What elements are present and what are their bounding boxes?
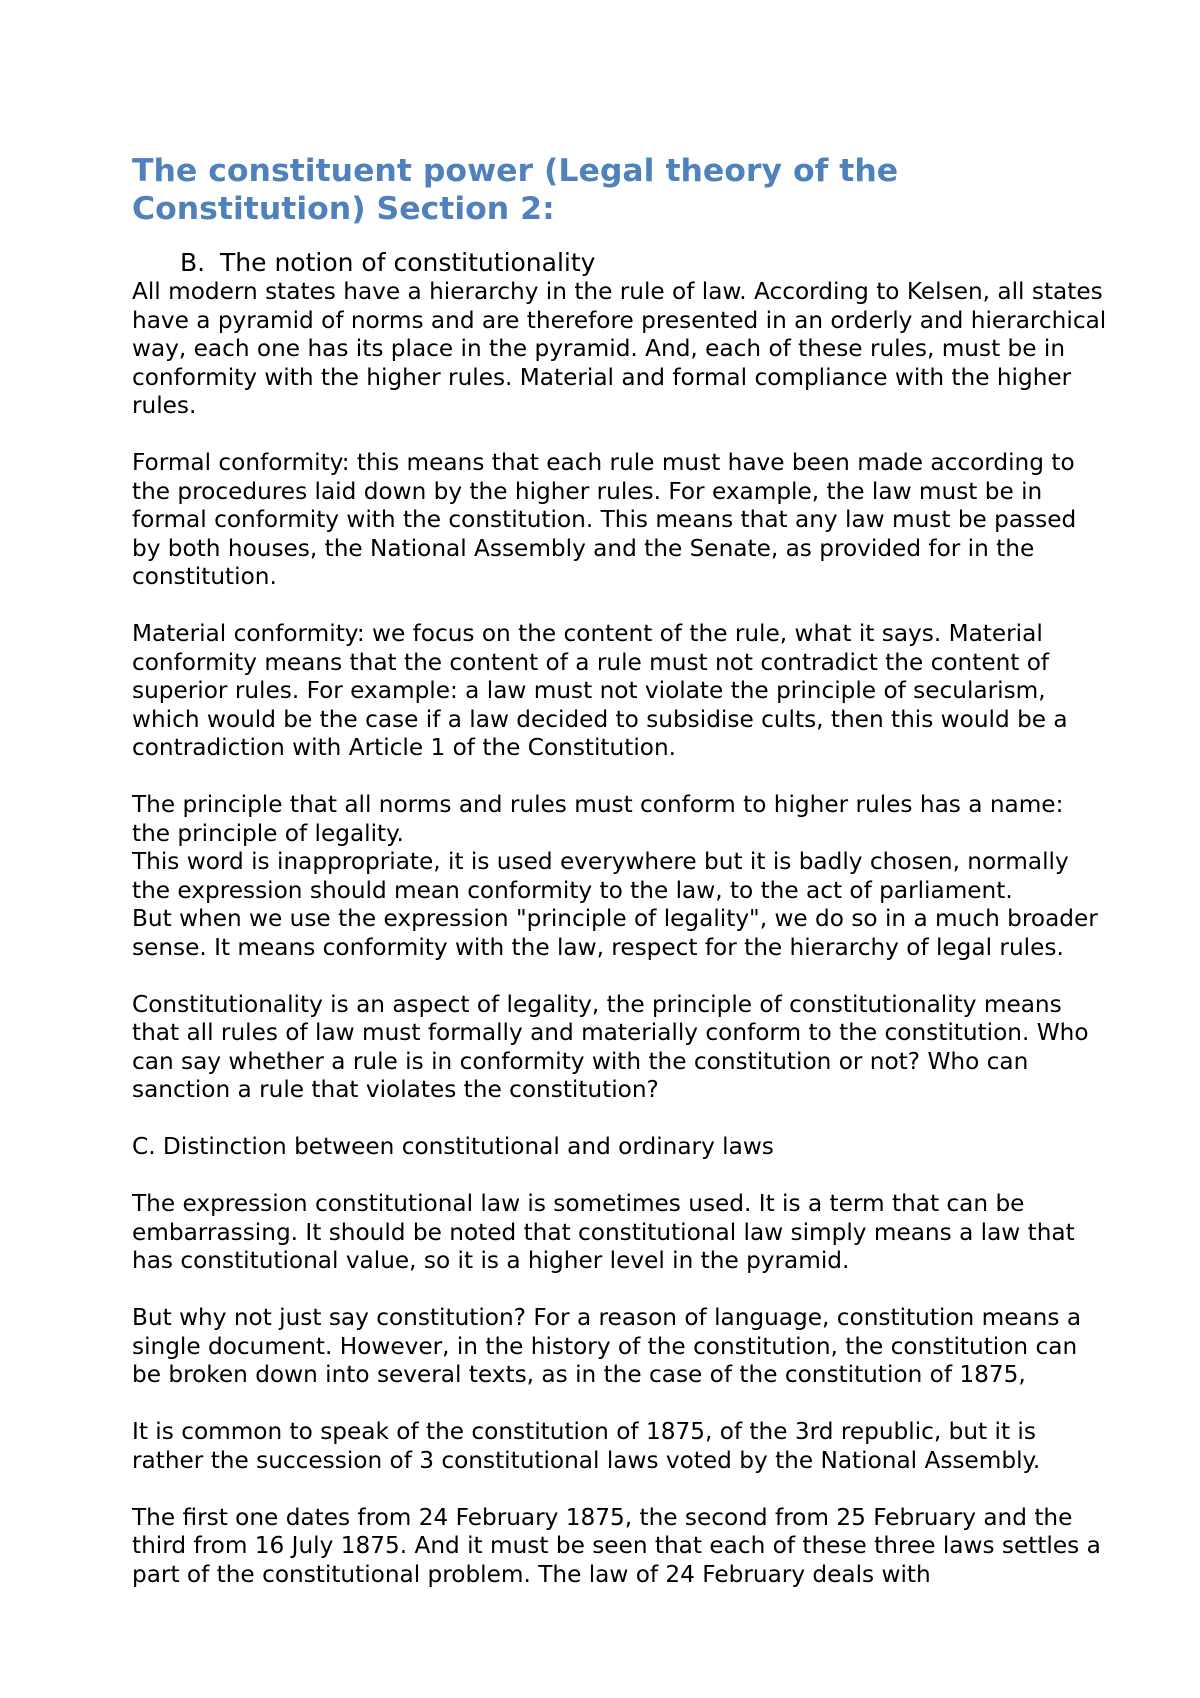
section-c-heading: C. Distinction between constitutional and ordinary laws — [132, 1133, 774, 1160]
document-content — [132, 152, 1107, 1589]
paragraph-three-laws: The first one dates from 24 February 1875, the second from 25 February and the third from 16 July 1875. And it must be seen that each of these three laws settles a part of the constitutional problem. The law of 24 February deals with — [132, 1503, 1101, 1588]
paragraph-constitutional-law-expression: The expression constitutional law is sometimes used. It is a term that can be embarrassing. It should be noted that constitutional law simply means a law that has constitutional value, so it is a higher level in the pyramid. — [132, 1190, 1075, 1274]
section-b-heading — [132, 248, 1107, 278]
paragraph-formal-conformity: Formal conformity: this means that each rule must have been made according to the procedures laid down by the higher rules. For example, the law must be in formal conformity with the constitution. This means that any law must be passed by both houses, the National Assembly and the Senate, as provided for in the constitution. — [132, 449, 1077, 590]
section-b-heading-text: The notion of constitutionality — [220, 248, 596, 277]
paragraph-constitution-of-1875: It is common to speak of the constitution of 1875, of the 3rd republic, but it is rather the succession of 3 constitutional laws voted by the National Assembly. — [132, 1418, 1041, 1474]
paragraph-principle-of-legality: The principle that all norms and rules must conform to higher rules has a name: the principle of legality. This word is inappropriate, it is used everywhere but it is badly chosen, normally the expression should mean conformity to the law, to the act of parliament. But when we use the expression "principle of legality", we do so in a much broader sense. It means conformity with the law, respect for the hierarchy of legal rules. — [132, 791, 1098, 961]
paragraph-hierarchy: All modern states have a hierarchy in the rule of law. According to Kelsen, all states have a pyramid of norms and are therefore presented in an orderly and hierarchical way, each one has its place in the pyramid. And, each of these rules, must be in conformity with the higher rules. Material and formal compliance with the higher rules. — [132, 278, 1107, 419]
paragraph-why-not-constitution: But why not just say constitution? For a reason of language, constitution means a single document. However, in the history of the constitution, the constitution can be broken down into several texts, as in the case of the constitution of 1875, — [132, 1304, 1082, 1388]
paragraph-material-conformity: Material conformity: we focus on the content of the rule, what it says. Material conformity means that the content of a rule must not contradict the content of superior rules. For example: a law must not violate the principle of secularism, which would be the case if a law decided to subsidise cults, then this would be a contradiction with Article 1 of the Constitution. — [132, 620, 1068, 761]
section-b-marker: B. — [180, 248, 206, 277]
paragraph-constitutionality: Constitutionality is an aspect of legality, the principle of constitutionality means that all rules of law must formally and materially conform to the constitution. Who can say whether a rule is in conformity with the constitution or not? Who can sanction a rule that violates the constitution? — [132, 990, 1089, 1103]
document-title: The constituent power (Legal theory of the Constitution) Section 2: — [132, 153, 899, 227]
